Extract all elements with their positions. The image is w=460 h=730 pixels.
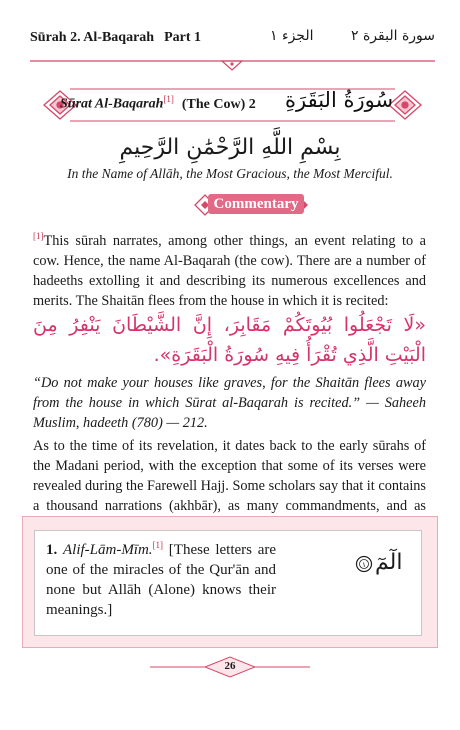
hadith-translation <box>33 373 426 433</box>
verse-translation <box>46 535 276 620</box>
header-part: Part 1 <box>164 30 202 45</box>
svg-text:١: ١ <box>362 561 366 569</box>
header-left <box>30 30 201 46</box>
footnote-ref[interactable]: [1] <box>33 231 44 241</box>
verse-name: Alif-Lām-Mīm. <box>62 542 153 558</box>
banner-footnote-ref[interactable]: [1] <box>163 94 174 104</box>
banner-right-ornament-icon <box>389 91 421 119</box>
surah-banner-title <box>60 94 256 113</box>
basmala-translation: In the Name of Allāh, the Most Gracious, the Most Merciful. <box>67 166 393 181</box>
page-number: 26 <box>224 660 236 672</box>
verse-footnote-ref[interactable]: [1] <box>152 540 164 550</box>
hadith-source: — Saheeh Muslim, hadeeth (780) — 212. <box>33 395 426 431</box>
header-surah-arabic: سورة البقرة ٢ <box>350 28 435 44</box>
banner-surah-meaning: (The Cow) 2 <box>181 96 256 112</box>
hadith-quote-text: “Do not make your houses like graves, for the Shaitān flees away from the house in which Sūrat al-Baqarah is recited.” <box>33 375 426 411</box>
verse-arabic: الٓمٓ <box>375 550 403 575</box>
banner-surah-arabic: سُورَةُ البَقَرَةِ <box>285 88 394 112</box>
arabic-hadith: «لَا تَجْعَلُوا بُيُوتَكُمْ مَقَابِرَ، إِنَّ الشَّيْطَانَ يَنْفِرُ مِنَ الْبَيْتِ الَّذِي تُقْرَأُ فِيهِ سُورَةُ الْبَقَرَةِ». <box>33 314 426 366</box>
commentary-heading: Commentary <box>208 194 304 214</box>
running-header <box>30 28 435 50</box>
basmala-arabic: بِسْمِ اللَّهِ الرَّحْمَٰنِ الرَّحِيمِ <box>119 135 341 160</box>
header-surah-title: Sūrah 2. Al-Baqarah <box>30 30 155 45</box>
verse-number: 1. <box>46 542 58 558</box>
verse-end-marker-icon <box>355 555 373 577</box>
header-ornament-divider <box>30 58 435 72</box>
verse-explanation: [These letters are one of the miracles of the Qur'ān and none but Allāh (Alone) knows their meanings.] <box>46 542 277 618</box>
commentary-paragraph-1 <box>33 226 426 311</box>
banner-surah-name: Sūrat Al-Baqarah <box>60 96 164 112</box>
paragraph-1-text: This sūrah narrates, among other things, an event relating to a cow. Hence, the name Al-Baqarah (the cow). There are a number of hadeeths extolling it and describing its numerous excellences and merits. The Shaitān flees from the house in which it is recited: <box>33 232 426 309</box>
commentary-paragraph-2: As to the time of its revelation, it dates back to the early sūrahs of the Madani period, with the exception that some of its verses were revealed during the Farewell Hajj. Some scholars say that it contains a thousand narrations (akhbār), as many commandments, and as <box>33 438 426 514</box>
header-juz-arabic: الجزء ١ <box>270 28 314 44</box>
